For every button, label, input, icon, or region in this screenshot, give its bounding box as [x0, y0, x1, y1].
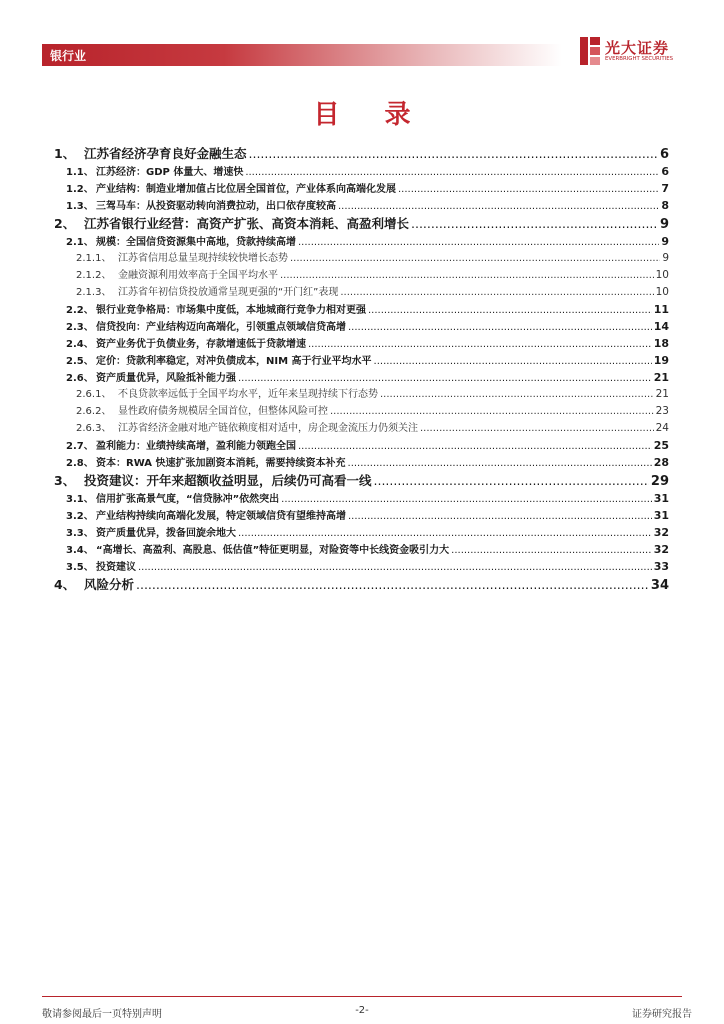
toc-entry-number: 2.1.2、	[76, 270, 112, 281]
toc-leader-dots	[340, 284, 653, 301]
toc-entry-page: 32	[653, 526, 669, 539]
toc-entry-number: 2、	[54, 216, 76, 231]
toc-leader-dots	[238, 525, 652, 541]
toc-entry-page: 32	[653, 543, 669, 556]
toc-leader-dots	[420, 420, 654, 437]
toc-entry-title: 江苏省信用总量呈现持续较快增长态势	[118, 253, 288, 264]
toc-title: 目 录	[313, 100, 429, 130]
toc-leader-dots	[298, 234, 659, 250]
toc-entry[interactable]	[54, 369, 669, 386]
toc-entry[interactable]	[54, 250, 669, 267]
toc-entry-page: 18	[653, 337, 669, 350]
toc-leader-dots	[290, 250, 660, 267]
toc-entry[interactable]	[54, 507, 669, 524]
toc-entry-page: 8	[661, 199, 669, 212]
toc-entry[interactable]	[54, 490, 669, 507]
toc-entry-title: 江苏省经济孕育良好金融生态	[84, 146, 247, 161]
toc-entry[interactable]	[54, 197, 669, 214]
toc-leader-dots	[411, 214, 658, 233]
toc-entry[interactable]	[54, 386, 669, 403]
toc-entry-number: 3.4、	[66, 545, 94, 556]
toc-entry-page: 10	[655, 269, 669, 281]
toc-entry-title: 江苏经济：GDP 体量大、增速快	[96, 167, 244, 178]
toc-entry[interactable]	[54, 144, 669, 163]
toc-entry[interactable]	[54, 284, 669, 301]
toc-entry-title: 江苏省银行业经营：高资产扩张、高资本消耗、高盈利增长	[84, 216, 410, 231]
footer-disclaimer: 敬请参阅最后一页特别声明	[42, 1009, 162, 1020]
toc-entry-page: 9	[659, 217, 669, 232]
toc-leader-dots	[249, 144, 658, 163]
toc-leader-dots	[338, 198, 659, 214]
toc-entry[interactable]	[54, 214, 669, 233]
toc-leader-dots	[374, 353, 652, 369]
toc-entry-number: 4、	[54, 577, 76, 592]
toc-leader-dots	[451, 542, 652, 558]
toc-entry-title: 银行业竞争格局：市场集中度低，本地城商行竞争力相对更强	[96, 305, 366, 316]
toc-leader-dots	[380, 386, 654, 403]
toc-entry-number: 2.6、	[66, 373, 94, 384]
toc-entry-number: 2.4、	[66, 339, 94, 350]
toc-entry-title: 资产业务优于负债业务，存款增速低于贷款增速	[96, 339, 306, 350]
toc-leader-dots	[348, 508, 652, 524]
toc-entry-page: 21	[655, 388, 669, 400]
toc-leader-dots	[138, 559, 652, 575]
toc-entry-title: 规模：全国信贷资源集中高地，贷款持续高增	[96, 237, 296, 248]
toc-entry-number: 2.7、	[66, 441, 94, 452]
page-number: -2-	[355, 1005, 369, 1016]
toc-entry-page: 9	[661, 235, 669, 248]
toc-entry[interactable]	[54, 575, 669, 594]
toc-leader-dots	[308, 336, 652, 352]
toc-entry-page: 34	[650, 578, 669, 593]
toc-entry-title: 信用扩张高景气度，“信贷脉冲”依然突出	[96, 494, 280, 505]
header-band	[42, 44, 562, 66]
toc-entry-number: 3.1、	[66, 494, 94, 505]
toc-leader-dots	[398, 181, 659, 197]
toc-entry-page: 11	[653, 303, 669, 316]
toc-entry-number: 1.2、	[66, 184, 94, 195]
toc-entry[interactable]	[54, 318, 669, 335]
toc-entry-page: 24	[655, 422, 669, 434]
toc-entry[interactable]	[54, 335, 669, 352]
toc-entry-number: 1.3、	[66, 201, 94, 212]
toc-entry[interactable]	[54, 558, 669, 575]
toc-leader-dots	[330, 403, 654, 420]
toc-entry-title: 不良贷款率远低于全国平均水平，近年来呈现持续下行态势	[118, 389, 378, 400]
toc-entry-title: 江苏省年初信贷投放通常呈现更强的“开门红”表现	[118, 287, 339, 298]
toc-entry[interactable]	[54, 471, 669, 490]
toc-entry-number: 1、	[54, 146, 76, 161]
toc-entry-title: 显性政府债务规模居全国首位，但整体风险可控	[118, 406, 328, 417]
footer-rule	[42, 996, 682, 997]
toc-entry-page: 33	[653, 560, 669, 573]
toc-leader-dots	[348, 319, 652, 335]
toc-entry-title: “高增长、高盈利、高股息、低估值”特征更明显，对险资等中长线资金吸引力大	[96, 545, 450, 556]
toc-entry-number: 3.5、	[66, 562, 94, 573]
toc-entry-page: 29	[650, 474, 669, 489]
toc-entry-number: 2.1、	[66, 237, 94, 248]
toc-entry-page: 9	[662, 252, 669, 264]
toc-leader-dots	[280, 267, 654, 284]
toc-entry-title: 资产质量优异，拨备回旋余地大	[96, 528, 236, 539]
toc-entry-title: 资本：RWA 快速扩张加剧资本消耗，需要持续资本补充	[96, 458, 346, 469]
toc-leader-dots	[348, 455, 652, 471]
toc-entry-number: 2.1.3、	[76, 287, 112, 298]
toc-entry-title: 信贷投向：产业结构迈向高端化，引领重点领域信贷高增	[96, 322, 346, 333]
footer-report-type: 证券研究报告	[632, 1009, 692, 1020]
toc-leader-dots	[245, 164, 659, 180]
toc-entry-number: 3.3、	[66, 528, 94, 539]
toc-entry[interactable]	[54, 437, 669, 454]
toc-entry-title: 江苏省经济金融对地产链依赖度相对适中，房企现金流压力仍须关注	[118, 423, 418, 434]
toc-entry-page: 28	[653, 456, 669, 469]
toc-entry-page: 31	[653, 509, 669, 522]
toc-entry-page: 25	[653, 439, 669, 452]
toc-entry-number: 2.6.3、	[76, 423, 112, 434]
toc-entry-number: 3、	[54, 473, 76, 488]
everbright-logo-icon	[580, 37, 600, 65]
toc-entry-title: 定价：贷款利率稳定，对冲负债成本，NIM 高于行业平均水平	[96, 356, 372, 367]
toc-leader-dots	[368, 302, 652, 318]
toc-entry[interactable]	[54, 352, 669, 369]
table-of-contents	[54, 144, 669, 594]
toc-entry-title: 投资建议	[96, 562, 136, 573]
brand-logo	[580, 36, 690, 68]
toc-entry[interactable]	[54, 420, 669, 437]
toc-leader-dots	[281, 491, 652, 507]
toc-entry-number: 3.2、	[66, 511, 94, 522]
toc-entry-number: 2.6.1、	[76, 389, 112, 400]
toc-entry[interactable]	[54, 454, 669, 471]
toc-entry-page: 6	[661, 165, 669, 178]
toc-leader-dots	[298, 438, 652, 454]
toc-entry-title: 产业结构持续向高端化发展，特定领域信贷有望维持高增	[96, 511, 346, 522]
toc-entry-title: 产业结构：制造业增加值占比位居全国首位，产业体系向高端化发展	[96, 184, 396, 195]
toc-entry-title: 资产质量优异，风险抵补能力强	[96, 373, 236, 384]
toc-entry[interactable]	[54, 163, 669, 180]
toc-entry[interactable]	[54, 233, 669, 250]
toc-entry[interactable]	[54, 267, 669, 284]
toc-entry-title: 风险分析	[84, 577, 135, 592]
toc-entry-title: 三驾马车：从投资驱动转向消费拉动，出口依存度较高	[96, 201, 336, 212]
toc-leader-dots	[238, 370, 652, 386]
toc-entry-page: 19	[653, 354, 669, 367]
toc-entry-page: 14	[653, 320, 669, 333]
toc-entry-page: 23	[655, 405, 669, 417]
toc-entry[interactable]	[54, 403, 669, 420]
toc-entry-page: 7	[661, 182, 669, 195]
toc-entry-page: 10	[655, 286, 669, 298]
toc-entry-number: 2.5、	[66, 356, 94, 367]
toc-leader-dots	[374, 471, 649, 490]
logo-text-en: EVERBRIGHT SECURITIES	[605, 56, 674, 62]
toc-entry-number: 2.2、	[66, 305, 94, 316]
toc-entry-title: 投资建议：开年来超额收益明显，后续仍可高看一线	[84, 473, 372, 488]
toc-entry[interactable]	[54, 301, 669, 318]
toc-entry-page: 6	[659, 147, 669, 162]
toc-entry-page: 21	[653, 371, 669, 384]
toc-entry-number: 2.6.2、	[76, 406, 112, 417]
toc-entry-page: 31	[653, 492, 669, 505]
toc-entry[interactable]	[54, 524, 669, 541]
toc-entry[interactable]	[54, 180, 669, 197]
toc-leader-dots	[136, 575, 649, 594]
toc-entry-number: 2.3、	[66, 322, 94, 333]
toc-entry-number: 2.1.1、	[76, 253, 112, 264]
toc-entry-title: 金融资源利用效率高于全国平均水平	[118, 270, 278, 281]
toc-entry-title: 盈利能力：业绩持续高增，盈利能力领跑全国	[96, 441, 296, 452]
toc-entry-number: 1.1、	[66, 167, 94, 178]
toc-entry-number: 2.8、	[66, 458, 94, 469]
logo-text-cn: 光大证券	[605, 39, 670, 57]
section-label: 银行业	[50, 49, 87, 63]
toc-entry[interactable]	[54, 541, 669, 558]
